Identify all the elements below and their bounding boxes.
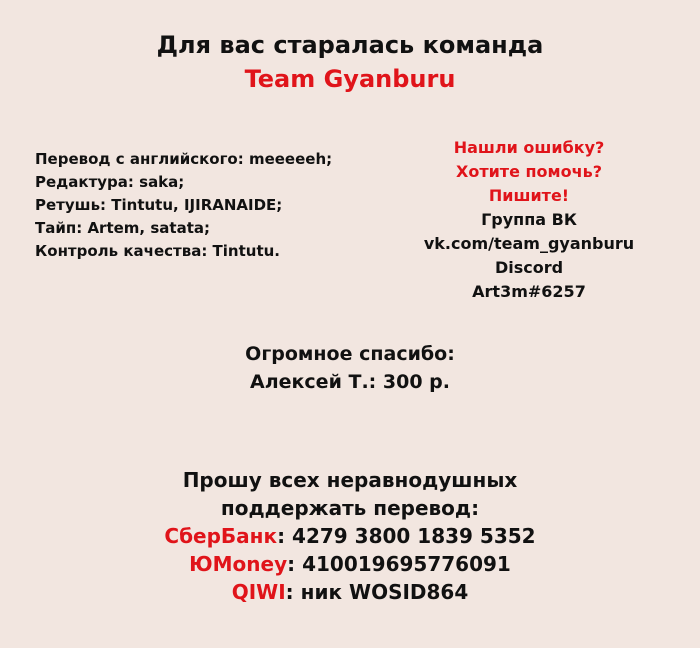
payment-method-value: : 410019695776091: [287, 552, 511, 576]
team-name: Team Gyanburu: [244, 65, 456, 93]
credit-translation: Перевод с английского: meeeeeh;: [35, 150, 333, 168]
vk-link[interactable]: vk.com/team_gyanburu: [423, 234, 635, 253]
payment-method-value: : ник WOSID864: [285, 580, 469, 604]
payment-method-value: : 4279 3800 1839 5352: [277, 524, 536, 548]
contact-prompt-3: Пишите!: [488, 186, 570, 205]
payment-qiwi: [0, 578, 700, 606]
payment-method-name: ЮMoney: [189, 552, 288, 576]
payment-method-name: СберБанк: [164, 524, 278, 548]
support-line-2: поддержать перевод:: [220, 496, 480, 520]
discord-label: Discord: [494, 258, 564, 277]
support-block: [0, 466, 700, 606]
title-block: [0, 28, 700, 96]
page-title: Для вас старалась команда: [156, 31, 544, 59]
thanks-heading: Огромное спасибо:: [245, 343, 455, 365]
credits-list: [35, 148, 332, 263]
vk-label: Группа ВК: [481, 210, 577, 229]
credit-quality-control: Контроль качества: Tintutu.: [35, 242, 281, 260]
contact-prompt-1: Нашли ошибку?: [453, 138, 605, 157]
thanks-block: [0, 340, 700, 396]
donor-line: Алексей Т.: 300 р.: [250, 371, 450, 393]
payment-sberbank: [0, 522, 700, 550]
payment-method-name: QIWI: [231, 580, 286, 604]
contact-prompt-2: Хотите помочь?: [455, 162, 602, 181]
credit-editing: Редактура: saka;: [35, 173, 185, 191]
credit-typeset: Тайп: Artem, satata;: [35, 219, 210, 237]
payment-yumoney: [0, 550, 700, 578]
discord-id: Art3m#6257: [472, 282, 586, 301]
contact-block: [420, 136, 638, 304]
credit-retouch: Ретушь: Tintutu, IJIRANAIDE;: [35, 196, 283, 214]
support-line-1: Прошу всех неравнодушных: [182, 468, 518, 492]
